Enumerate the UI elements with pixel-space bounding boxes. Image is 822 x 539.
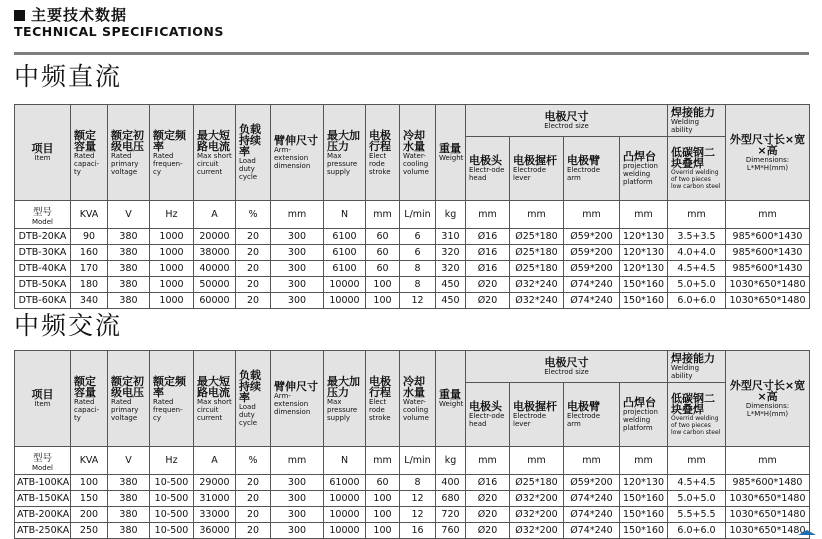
- table-cell: 38000: [194, 245, 236, 261]
- model-cell: DTB-20KA: [15, 229, 71, 245]
- spec-table-ac: [14, 350, 810, 539]
- unit-cell: N: [324, 447, 366, 475]
- unit-cell: mm: [510, 447, 564, 475]
- col-arm: 臂伸尺寸 Arm-extension dimension: [271, 105, 324, 201]
- col-pressure: 最大加压力 Max pressure supply: [324, 105, 366, 201]
- unit-cell: mm: [366, 447, 400, 475]
- table-cell: 20: [236, 523, 271, 539]
- header-divider: [14, 52, 809, 55]
- table-cell: 340: [71, 293, 108, 309]
- table-cell: 150: [71, 491, 108, 507]
- table-cell: Ø16: [466, 245, 510, 261]
- table-cell: Ø59*200: [564, 245, 620, 261]
- unit-cell: mm: [726, 447, 810, 475]
- table-cell: Ø74*240: [564, 293, 620, 309]
- table-cell: Ø20: [466, 507, 510, 523]
- table-row: [15, 293, 810, 309]
- table-cell: Ø74*240: [564, 523, 620, 539]
- model-cell: DTB-40KA: [15, 261, 71, 277]
- table-cell: 985*600*1430: [726, 261, 810, 277]
- table-cell: 380: [108, 491, 150, 507]
- table-cell: 10000: [324, 491, 366, 507]
- table-cell: 100: [71, 475, 108, 491]
- table-cell: 12: [400, 507, 436, 523]
- table-cell: 10000: [324, 293, 366, 309]
- table-cell: 6100: [324, 261, 366, 277]
- col-low-carbon-steel: 低碳钢二块叠焊 Overrid welding of two pieces low carbon steel: [668, 383, 726, 447]
- table-cell: 10000: [324, 277, 366, 293]
- unit-cell: KVA: [71, 447, 108, 475]
- table-cell: 12: [400, 491, 436, 507]
- table-cell: 10000: [324, 523, 366, 539]
- col-item: 项目 Item: [15, 351, 71, 447]
- model-cell: DTB-50KA: [15, 277, 71, 293]
- table-cell: 8: [400, 475, 436, 491]
- table-cell: 10-500: [150, 523, 194, 539]
- col-electrode-arm: 电极臂 Electrode arm: [564, 383, 620, 447]
- table-cell: Ø59*200: [564, 475, 620, 491]
- section-title-dc: 中频直流: [14, 62, 123, 91]
- table-cell: 450: [436, 277, 466, 293]
- table-cell: 380: [108, 261, 150, 277]
- unit-cell: L/min: [400, 201, 436, 229]
- table-cell: 150*160: [620, 523, 668, 539]
- table-cell: 16: [400, 523, 436, 539]
- table-cell: 100: [366, 507, 400, 523]
- table-cell: 1000: [150, 245, 194, 261]
- table-cell: 100: [366, 491, 400, 507]
- col-projection-platform: 凸焊台 projection welding platform: [620, 383, 668, 447]
- col-electrode-size: 电极尺寸 Electrod size: [466, 105, 668, 137]
- model-label: 型号 Model: [15, 447, 71, 475]
- table-cell: Ø74*240: [564, 491, 620, 507]
- dc-rows: [15, 229, 810, 309]
- model-cell: DTB-30KA: [15, 245, 71, 261]
- table-cell: 985*600*1480: [726, 475, 810, 491]
- table-cell: 60: [366, 229, 400, 245]
- table-cell: 1030*650*1480: [726, 523, 810, 539]
- square-bullet-icon: [14, 10, 25, 21]
- table-cell: 33000: [194, 507, 236, 523]
- col-frequency: 额定频率 Rated frequen-cy: [150, 351, 194, 447]
- col-capacity: 额定容量 Rated capaci-ty: [71, 105, 108, 201]
- unit-cell: mm: [620, 447, 668, 475]
- table-cell: Ø32*240: [510, 293, 564, 309]
- table-cell: 90: [71, 229, 108, 245]
- unit-cell: mm: [564, 201, 620, 229]
- table-cell: 380: [108, 475, 150, 491]
- table-cell: Ø32*240: [510, 277, 564, 293]
- table-cell: 100: [366, 277, 400, 293]
- col-pressure: 最大加压力 Max pressure supply: [324, 351, 366, 447]
- table-cell: 150*160: [620, 491, 668, 507]
- table-cell: 300: [271, 475, 324, 491]
- table-cell: Ø32*200: [510, 491, 564, 507]
- page-header: [14, 6, 224, 39]
- table-row: [15, 229, 810, 245]
- table-row: [15, 475, 810, 491]
- table-cell: 380: [108, 245, 150, 261]
- table-row: [15, 277, 810, 293]
- table-row: [15, 261, 810, 277]
- table-cell: 300: [271, 491, 324, 507]
- table-cell: 20: [236, 245, 271, 261]
- table-cell: 29000: [194, 475, 236, 491]
- table-cell: 8: [400, 277, 436, 293]
- table-cell: 1000: [150, 293, 194, 309]
- unit-cell: kg: [436, 447, 466, 475]
- table-cell: Ø20: [466, 523, 510, 539]
- table-cell: 720: [436, 507, 466, 523]
- model-cell: ATB-250KA: [15, 523, 71, 539]
- table-cell: Ø20: [466, 277, 510, 293]
- table-row: [15, 507, 810, 523]
- table-cell: 6.0+6.0: [668, 293, 726, 309]
- table-cell: 170: [71, 261, 108, 277]
- table-cell: Ø16: [466, 229, 510, 245]
- table-cell: 20: [236, 261, 271, 277]
- table-cell: 320: [436, 261, 466, 277]
- table-cell: 180: [71, 277, 108, 293]
- col-voltage: 额定初级电压 Rated primary voltage: [108, 105, 150, 201]
- table-cell: 5.0+5.0: [668, 277, 726, 293]
- table-cell: Ø25*180: [510, 475, 564, 491]
- table-cell: 380: [108, 507, 150, 523]
- unit-cell: mm: [271, 447, 324, 475]
- table-cell: Ø25*180: [510, 261, 564, 277]
- table-cell: 10-500: [150, 475, 194, 491]
- col-low-carbon-steel: 低碳钢二块叠焊 Overrid welding of two pieces low carbon steel: [668, 137, 726, 201]
- table-cell: 985*600*1430: [726, 229, 810, 245]
- table-cell: Ø59*200: [564, 261, 620, 277]
- table-cell: 1030*650*1480: [726, 277, 810, 293]
- table-cell: 10-500: [150, 491, 194, 507]
- table-cell: 20: [236, 507, 271, 523]
- table-cell: 680: [436, 491, 466, 507]
- table-cell: 31000: [194, 491, 236, 507]
- table-cell: 20000: [194, 229, 236, 245]
- unit-cell: V: [108, 201, 150, 229]
- table-cell: 985*600*1430: [726, 245, 810, 261]
- table-cell: 150*160: [620, 507, 668, 523]
- model-cell: ATB-100KA: [15, 475, 71, 491]
- unit-cell: KVA: [71, 201, 108, 229]
- table-row: [15, 245, 810, 261]
- table-cell: Ø20: [466, 293, 510, 309]
- col-stroke: 电极行程 Elect rode stroke: [366, 351, 400, 447]
- table-cell: 4.5+4.5: [668, 475, 726, 491]
- table-cell: 300: [271, 507, 324, 523]
- table-cell: Ø20: [466, 491, 510, 507]
- table-cell: 760: [436, 523, 466, 539]
- table-cell: 300: [271, 523, 324, 539]
- unit-cell: L/min: [400, 447, 436, 475]
- table-cell: 20: [236, 293, 271, 309]
- unit-cell: mm: [620, 201, 668, 229]
- col-weight: 重量 Weight: [436, 351, 466, 447]
- table-cell: 4.0+4.0: [668, 245, 726, 261]
- table-cell: 20: [236, 491, 271, 507]
- table-cell: 300: [271, 293, 324, 309]
- table-cell: 120*130: [620, 229, 668, 245]
- table-cell: 20: [236, 475, 271, 491]
- table-cell: 380: [108, 293, 150, 309]
- table-cell: Ø59*200: [564, 229, 620, 245]
- col-electrode-arm: 电极臂 Electrode arm: [564, 137, 620, 201]
- ac-rows: [15, 475, 810, 539]
- col-current: 最大短路电流 Max short circuit current: [194, 351, 236, 447]
- col-duty: 负载持续率 Load duty cycle: [236, 105, 271, 201]
- table-cell: 400: [436, 475, 466, 491]
- table-cell: Ø25*180: [510, 245, 564, 261]
- table-cell: 1000: [150, 277, 194, 293]
- table-cell: 300: [271, 261, 324, 277]
- table-cell: 36000: [194, 523, 236, 539]
- table-cell: 3.5+3.5: [668, 229, 726, 245]
- table-cell: 60: [366, 475, 400, 491]
- model-cell: DTB-60KA: [15, 293, 71, 309]
- unit-cell: %: [236, 447, 271, 475]
- table-cell: 310: [436, 229, 466, 245]
- table-cell: 61000: [324, 475, 366, 491]
- table-row: [15, 523, 810, 539]
- col-duty: 负载持续率 Load duty cycle: [236, 351, 271, 447]
- col-voltage: 额定初级电压 Rated primary voltage: [108, 351, 150, 447]
- table-cell: 60: [366, 245, 400, 261]
- table-cell: 6: [400, 245, 436, 261]
- col-welding-ability: 焊接能力 Welding ability: [668, 105, 726, 137]
- table-cell: 120*130: [620, 475, 668, 491]
- unit-cell: mm: [466, 201, 510, 229]
- table-cell: 1030*650*1480: [726, 491, 810, 507]
- table-cell: 6: [400, 229, 436, 245]
- table-cell: 6100: [324, 245, 366, 261]
- unit-cell: N: [324, 201, 366, 229]
- table-cell: 120*130: [620, 261, 668, 277]
- table-cell: 320: [436, 245, 466, 261]
- table-cell: 380: [108, 523, 150, 539]
- col-projection-platform: 凸焊台 projection welding platform: [620, 137, 668, 201]
- table-cell: Ø32*200: [510, 523, 564, 539]
- table-cell: Ø16: [466, 261, 510, 277]
- col-electrode-head: 电极头 Electr-ode head: [466, 383, 510, 447]
- header-title-cn-text: 主要技术数据: [31, 6, 128, 24]
- table-cell: Ø25*180: [510, 229, 564, 245]
- table-cell: Ø16: [466, 475, 510, 491]
- unit-cell: V: [108, 447, 150, 475]
- unit-cell: mm: [466, 447, 510, 475]
- table-cell: 6.0+6.0: [668, 523, 726, 539]
- table-cell: 1000: [150, 229, 194, 245]
- col-electrode-head: 电极头 Electr-ode head: [466, 137, 510, 201]
- unit-cell: mm: [510, 201, 564, 229]
- model-label: 型号 Model: [15, 201, 71, 229]
- table-cell: 1000: [150, 261, 194, 277]
- table-cell: 50000: [194, 277, 236, 293]
- table-cell: 20: [236, 229, 271, 245]
- table-cell: 4.5+4.5: [668, 261, 726, 277]
- table-cell: 120*130: [620, 245, 668, 261]
- table-cell: 300: [271, 245, 324, 261]
- table-cell: 450: [436, 293, 466, 309]
- header-title-cn: [14, 6, 224, 24]
- table-cell: 10000: [324, 507, 366, 523]
- col-water: 冷却水量 Water-cooling volume: [400, 105, 436, 201]
- units-row: [15, 447, 810, 475]
- col-dimensions: 外型尺寸长×宽×高 Dimensions: L*M*H(mm): [726, 105, 810, 201]
- col-welding-ability: 焊接能力 Welding ability: [668, 351, 726, 383]
- table-cell: 6100: [324, 229, 366, 245]
- table-cell: Ø74*240: [564, 507, 620, 523]
- unit-cell: kg: [436, 201, 466, 229]
- table-cell: 380: [108, 277, 150, 293]
- header-title-en: TECHNICAL SPECIFICATIONS: [14, 24, 224, 39]
- unit-cell: mm: [366, 201, 400, 229]
- table-cell: Ø74*240: [564, 277, 620, 293]
- model-cell: ATB-150KA: [15, 491, 71, 507]
- table-cell: 5.0+5.0: [668, 491, 726, 507]
- col-arm: 臂伸尺寸 Arm-extension dimension: [271, 351, 324, 447]
- table-cell: 40000: [194, 261, 236, 277]
- table-cell: Ø32*200: [510, 507, 564, 523]
- col-electrode-size: 电极尺寸 Electrod size: [466, 351, 668, 383]
- table-cell: 200: [71, 507, 108, 523]
- table-cell: 12: [400, 293, 436, 309]
- col-dimensions: 外型尺寸长×宽×高 Dimensions: L*M*H(mm): [726, 351, 810, 447]
- col-item: 项目 Item: [15, 105, 71, 201]
- unit-cell: A: [194, 201, 236, 229]
- table-cell: 100: [366, 523, 400, 539]
- unit-cell: mm: [271, 201, 324, 229]
- table-row: [15, 491, 810, 507]
- table-cell: 1030*650*1480: [726, 507, 810, 523]
- unit-cell: A: [194, 447, 236, 475]
- col-electrode-lever: 电极握杆 Electrode lever: [510, 383, 564, 447]
- table-cell: 60: [366, 261, 400, 277]
- col-capacity: 额定容量 Rated capaci-ty: [71, 351, 108, 447]
- table-cell: 150*160: [620, 293, 668, 309]
- units-row: [15, 201, 810, 229]
- corner-triangle-icon: [798, 530, 816, 535]
- table-cell: 100: [366, 293, 400, 309]
- table-cell: 20: [236, 277, 271, 293]
- col-weight: 重量 Weight: [436, 105, 466, 201]
- unit-cell: %: [236, 201, 271, 229]
- table-cell: 160: [71, 245, 108, 261]
- unit-cell: mm: [726, 201, 810, 229]
- col-electrode-lever: 电极握杆 Electrode lever: [510, 137, 564, 201]
- table-cell: 1030*650*1480: [726, 293, 810, 309]
- model-cell: ATB-200KA: [15, 507, 71, 523]
- col-frequency: 额定频率 Rated frequen-cy: [150, 105, 194, 201]
- unit-cell: mm: [668, 447, 726, 475]
- section-title-ac: 中频交流: [14, 311, 123, 340]
- table-cell: 300: [271, 229, 324, 245]
- unit-cell: Hz: [150, 447, 194, 475]
- unit-cell: mm: [564, 447, 620, 475]
- table-cell: 150*160: [620, 277, 668, 293]
- table-cell: 5.5+5.5: [668, 507, 726, 523]
- unit-cell: Hz: [150, 201, 194, 229]
- table-cell: 380: [108, 229, 150, 245]
- unit-cell: mm: [668, 201, 726, 229]
- table-cell: 250: [71, 523, 108, 539]
- col-stroke: 电极行程 Elect rode stroke: [366, 105, 400, 201]
- spec-table-dc: [14, 104, 810, 309]
- table-cell: 60000: [194, 293, 236, 309]
- table-cell: 8: [400, 261, 436, 277]
- table-cell: 10-500: [150, 507, 194, 523]
- col-water: 冷却水量 Water-cooling volume: [400, 351, 436, 447]
- table-cell: 300: [271, 277, 324, 293]
- col-current: 最大短路电流 Max short circuit current: [194, 105, 236, 201]
